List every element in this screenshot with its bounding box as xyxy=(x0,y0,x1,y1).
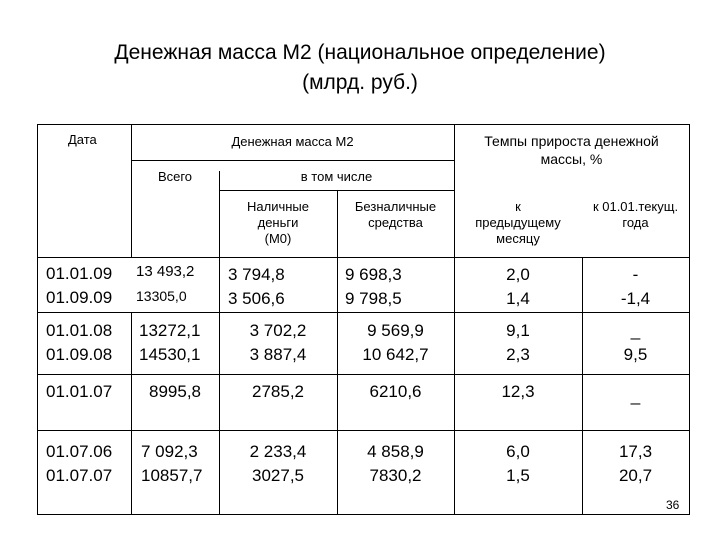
header-date: Дата xyxy=(68,132,97,147)
header-money-supply: Денежная масса М2 xyxy=(231,134,354,149)
table-cell-date: 01.07.06 01.07.07 xyxy=(46,442,113,485)
table-cell-since-jan1: _ 9,5 xyxy=(623,321,648,364)
header-growth-rate: Темпы прироста денежной массы, % xyxy=(484,133,659,167)
table-cell-date: 01.01.09 01.09.09 xyxy=(46,264,113,307)
slide-title xyxy=(0,38,720,98)
grid-line xyxy=(38,374,689,375)
table-cell-since-jan1: 17,3 20,7 xyxy=(618,442,653,485)
grid-line xyxy=(38,257,689,258)
header-including: в том числе xyxy=(300,169,373,184)
header-prev-month: к предыдущему месяцу xyxy=(475,199,561,246)
header-total: Всего xyxy=(157,169,193,184)
table-cell-prev-month: 12,3 xyxy=(501,382,535,401)
table-cell-prev-month: 9,1 2,3 xyxy=(506,321,530,364)
grid-line xyxy=(131,160,454,161)
table-cell-cash: 2 233,4 3027,5 xyxy=(249,442,307,485)
table-cell-cash: 3 702,2 3 887,4 xyxy=(249,321,307,364)
grid-line xyxy=(38,430,689,431)
table-cell-total: 7 092,3 10857,7 xyxy=(141,442,203,485)
table-cell-since-jan1: _ xyxy=(630,386,641,405)
table-cell-total: 13272,1 14530,1 xyxy=(139,321,201,364)
title-line-1: Денежная масса М2 (национальное определение) xyxy=(114,41,606,64)
table-cell-noncash: 6210,6 xyxy=(369,382,422,401)
grid-line xyxy=(131,312,132,514)
grid-line xyxy=(219,190,454,191)
table-cell-noncash: 9 698,3 9 798,5 xyxy=(345,265,402,308)
table-cell-total: 13 493,2 13305,0 xyxy=(136,263,195,304)
table-cell-noncash: 4 858,9 7830,2 xyxy=(367,442,424,485)
title-line-2: (млрд. руб.) xyxy=(302,71,418,94)
header-noncash: Безналичные средства xyxy=(354,199,437,230)
table-cell-date: 01.01.07 xyxy=(46,382,113,401)
table-cell-cash: 2785,2 xyxy=(252,382,304,401)
table-cell-noncash: 9 569,9 10 642,7 xyxy=(362,321,429,364)
money-supply-table xyxy=(37,124,690,515)
table-cell-total: 8995,8 xyxy=(149,382,201,401)
header-cash: Наличные деньги (М0) xyxy=(247,199,309,246)
header-since-jan1: к 01.01.текущ. года xyxy=(592,199,679,230)
grid-line xyxy=(38,312,689,313)
table-cell-cash: 3 794,8 3 506,6 xyxy=(228,265,285,308)
table-cell-prev-month: 6,0 1,5 xyxy=(506,442,530,485)
table-cell-since-jan1: - -1,4 xyxy=(620,265,651,308)
table-cell-prev-month: 2,0 1,4 xyxy=(506,265,530,308)
page-number: 36 xyxy=(666,498,680,512)
table-cell-date: 01.01.08 01.09.08 xyxy=(46,321,113,364)
